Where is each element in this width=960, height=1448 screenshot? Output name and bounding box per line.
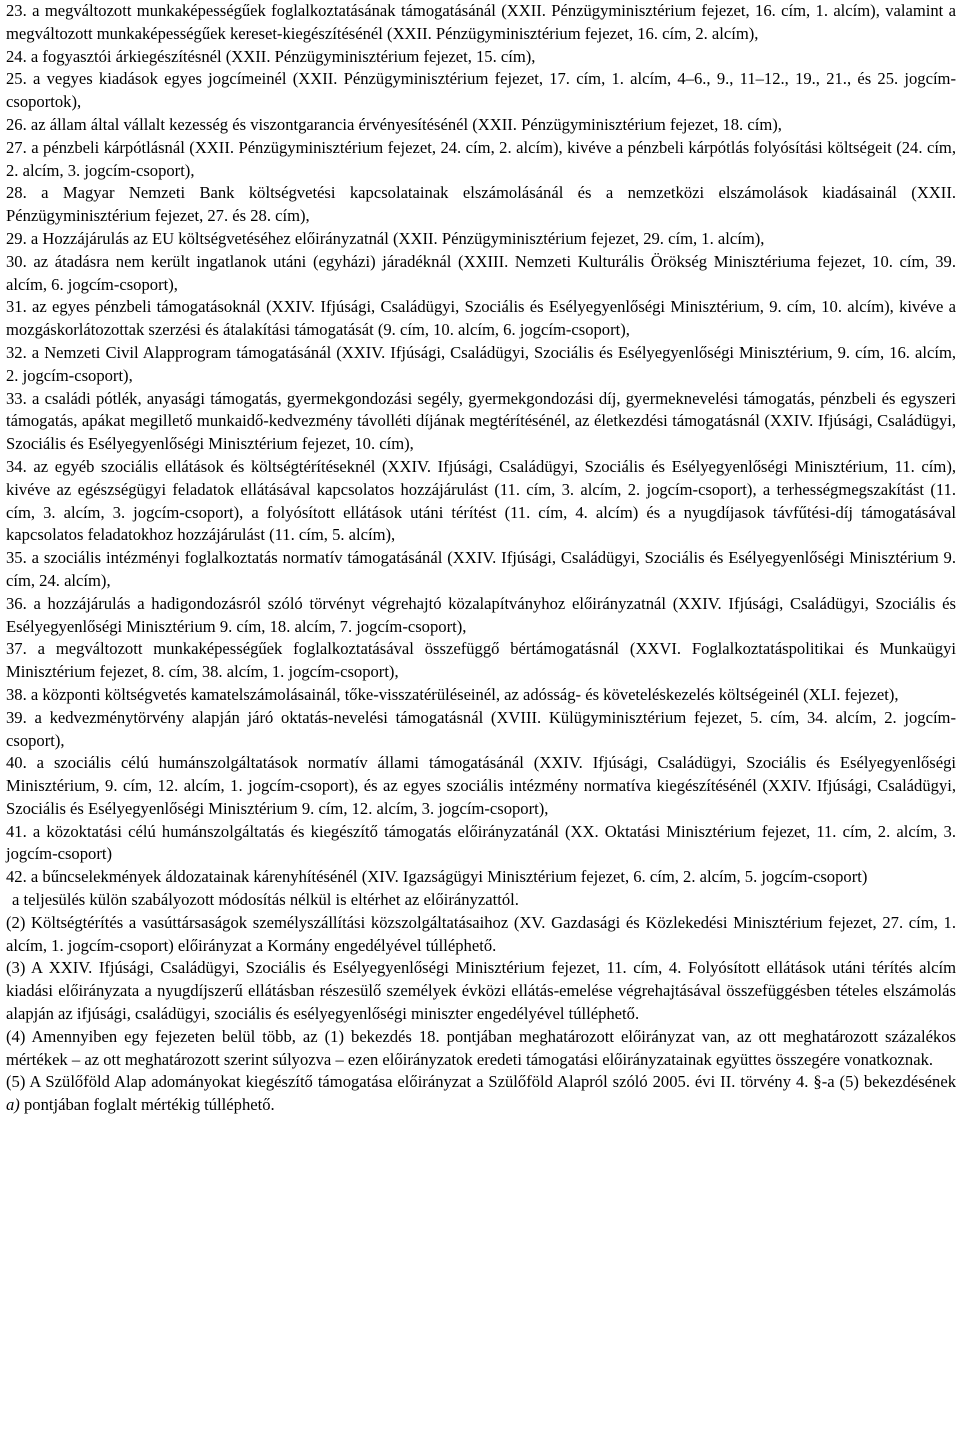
list-item: 25. a vegyes kiadások egyes jogcímeinél (XXII. Pénzügyminisztérium fejezet, 17. cím, 1. alcím, 4–6., 9., 11–12., 19., 21., és 25. jogcím-csoportok), — [6, 69, 956, 112]
list-item: 30. az átadásra nem került ingatlanok utáni (egyházi) járadéknál (XXIII. Nemzeti Kulturális Örökség Minisztériuma fejezet, 10. cím, 39. alcím, 6. jogcím-csoport), — [6, 251, 956, 294]
list-item: 34. az egyéb szociális ellátások és költségtérítéseknél (XXIV. Ifjúsági, Családügyi, Szociális és Esélyegyenlőségi Minisztérium, 11. cím), kivéve az egészségügyi feladatok ellátásával kapcsolatos hozzájárulást (11. cím, 3. alcím, 2. jogcím-csoport), a terhességmegszakítást (11. cím, 3. alcím, 3. jogcím-csoport), a folyósított ellátások utáni térítést (11. cím, 4. alcím) és a nyugdíjasok távfűtési-díj támogatásával kapcsolatos feladatokhoz hozzájárulást (11. cím, 5. alcím), — [6, 456, 956, 545]
paragraph-5-point-reference: a) — [6, 1095, 20, 1115]
paragraph-5 — [6, 1071, 956, 1117]
list-item: 24. a fogyasztói árkiegészítésnél (XXII. Pénzügyminisztérium fejezet, 15. cím), — [6, 46, 536, 66]
paragraph-4: (4) Amennyiben egy fejezeten belül több, az (1) bekezdés 18. pontjában meghatározott előirányzat van, az ott meghatározott százalékos mértékek – az ott meghatározott szerint súlyozva – ezen előirányzatok eredeti támogatási előirányzatainak együttes összegére vonatkoznak. — [6, 1026, 956, 1069]
paragraph-5-text-end: pontjában foglalt mértékig túlléphető. — [19, 1095, 275, 1115]
paragraph-3: (3) A XXIV. Ifjúsági, Családügyi, Szociális és Esélyegyenlőségi Minisztérium fejezet, 11. cím, 4. Folyósított ellátások utáni térítés alcím kiadási előirányzata a nyugdíjszerű ellátásban részesülő személyek évközi ellátás-emelése végrehajtásával összefüggésben tételes elszámolás alapján az ifjúsági, családügyi, szociális és esélyegyenlőségi miniszter engedélyével túlléphető. — [6, 958, 956, 1024]
list-item: 42. a bűncselekmények áldozatainak kárenyhítésénél (XIV. Igazságügyi Minisztérium fejezet, 6. cím, 2. alcím, 5. jogcím-csoport) — [6, 867, 868, 887]
list-item: 40. a szociális célú humánszolgáltatások normatív állami támogatásánál (XXIV. Ifjúsági, Családügyi, Szociális és Esélyegyenlőségi Minisztérium, 9. cím, 12. alcím, 1. jogcím-csoport), és az egyes szociális intézmény normatíva kiegészítésénél (XXIV. Ifjúsági, Családügyi, Szociális és Esélyegyenlőségi Minisztérium 9. cím, 12. alcím, 3. jogcím-csoport), — [6, 753, 956, 818]
list-item: 23. a megváltozott munkaképességűek foglalkoztatásának támogatásánál (XXII. Pénzügyminisztérium fejezet, 16. cím, 1. alcím), valamint a megváltozott munkaképességűek kereset-kiegészítésénél (XXII. Pénzügyminisztérium fejezet, 16. cím, 2. alcím), — [6, 1, 956, 43]
list-item: 37. a megváltozott munkaképességűek foglalkoztatásával összefüggő bértámogatásnál (XXVI. Foglalkoztatáspolitikai és Munkaügyi Minisztérium fejezet, 8. cím, 38. alcím, 1. jogcím-csoport), — [6, 639, 956, 682]
item-list — [6, 0, 956, 889]
list-item: 33. a családi pótlék, anyasági támogatás, gyermekgondozási segély, gyermekgondozási díj, gyermeknevelési támogatás, pénzbeli és egyszeri támogatás, apákat megillető munkaidő-kedvezmény távolléti díjának megtérítésénél, az életkezdési támogatásnál (XXIV. Ifjúsági, Családügyi, Szociális és Esélyegyenlőségi Minisztérium fejezet, 10. cím), — [6, 388, 956, 454]
list-item: 39. a kedvezménytörvény alapján járó oktatás-nevelési támogatásnál (XVIII. Külügyminisztérium fejezet, 5. cím, 34. alcím, 2. jogcím-csoport), — [6, 707, 956, 750]
closing-line: a teljesülés külön szabályozott módosítás nélkül is eltérhet az előirányzattól. — [12, 890, 519, 910]
paragraph-5-text: (5) A Szülőföld Alap adományokat kiegészítő támogatása előirányzat a Szülőföld Alapról szóló 2005. évi II. törvény 4. §-a (5) bekezdésének — [6, 1072, 956, 1092]
list-item: 28. a Magyar Nemzeti Bank költségvetési kapcsolatainak elszámolásánál és a nemzetközi elszámolások kiadásainál (XXII. Pénzügyminisztérium fejezet, 27. és 28. cím), — [6, 183, 956, 226]
list-item: 38. a központi költségvetés kamatelszámolásainál, tőke-visszatérüléseinél, az adósság- és követeléskezelés költségeinél (XLI. fejezet), — [6, 684, 899, 704]
list-item: 32. a Nemzeti Civil Alapprogram támogatásánál (XXIV. Ifjúsági, Családügyi, Szociális és Esélyegyenlőségi Minisztérium, 9. cím, 16. alcím, 2. jogcím-csoport), — [6, 342, 956, 385]
paragraph-2: (2) Költségtérítés a vasúttársaságok személyszállítási közszolgáltatásaihoz (XV. Gazdasági és Közlekedési Minisztérium fejezet, 27. cím, 1. alcím, 1. jogcím-csoport) előirányzat a Kormány engedélyével túlléphető. — [6, 912, 956, 955]
list-item: 31. az egyes pénzbeli támogatásoknál (XXIV. Ifjúsági, Családügyi, Szociális és Esélyegyenlőségi Minisztérium, 9. cím, 10. alcím), kivéve a mozgáskorlátozottak szerzési és átalakítási támogatását (9. cím, 10. alcím, 6. jogcím-csoport), — [6, 297, 956, 340]
list-item: 26. az állam által vállalt kezesség és viszontgarancia érvényesítésénél (XXII. Pénzügyminisztérium fejezet, 18. cím), — [6, 114, 782, 134]
list-item: 35. a szociális intézményi foglalkoztatás normatív támogatásánál (XXIV. Ifjúsági, Családügyi, Szociális és Esélyegyenlőségi Minisztérium 9. cím, 24. alcím), — [6, 548, 956, 590]
list-item: 29. a Hozzájárulás az EU költségvetéséhez előirányzatnál (XXII. Pénzügyminisztérium fejezet, 29. cím, 1. alcím), — [6, 228, 765, 248]
list-item: 27. a pénzbeli kárpótlásnál (XXII. Pénzügyminisztérium fejezet, 24. cím, 2. alcím), kivéve a pénzbeli kárpótlás folyósítási költségeit (24. cím, 2. alcím, 3. jogcím-csoport), — [6, 137, 956, 180]
list-item: 41. a közoktatási célú humánszolgáltatás és kiegészítő támogatás előirányzatánál (XX. Oktatási Minisztérium fejezet, 11. cím, 2. alcím, 3. jogcím-csoport) — [6, 821, 956, 864]
list-item: 36. a hozzájárulás a hadigondozásról szóló törvényt végrehajtó közalapítványhoz előirányzatnál (XXIV. Ifjúsági, Családügyi, Szociális és Esélyegyenlőségi Minisztérium 9. cím, 18. alcím, 7. jogcím-csoport), — [6, 593, 956, 636]
